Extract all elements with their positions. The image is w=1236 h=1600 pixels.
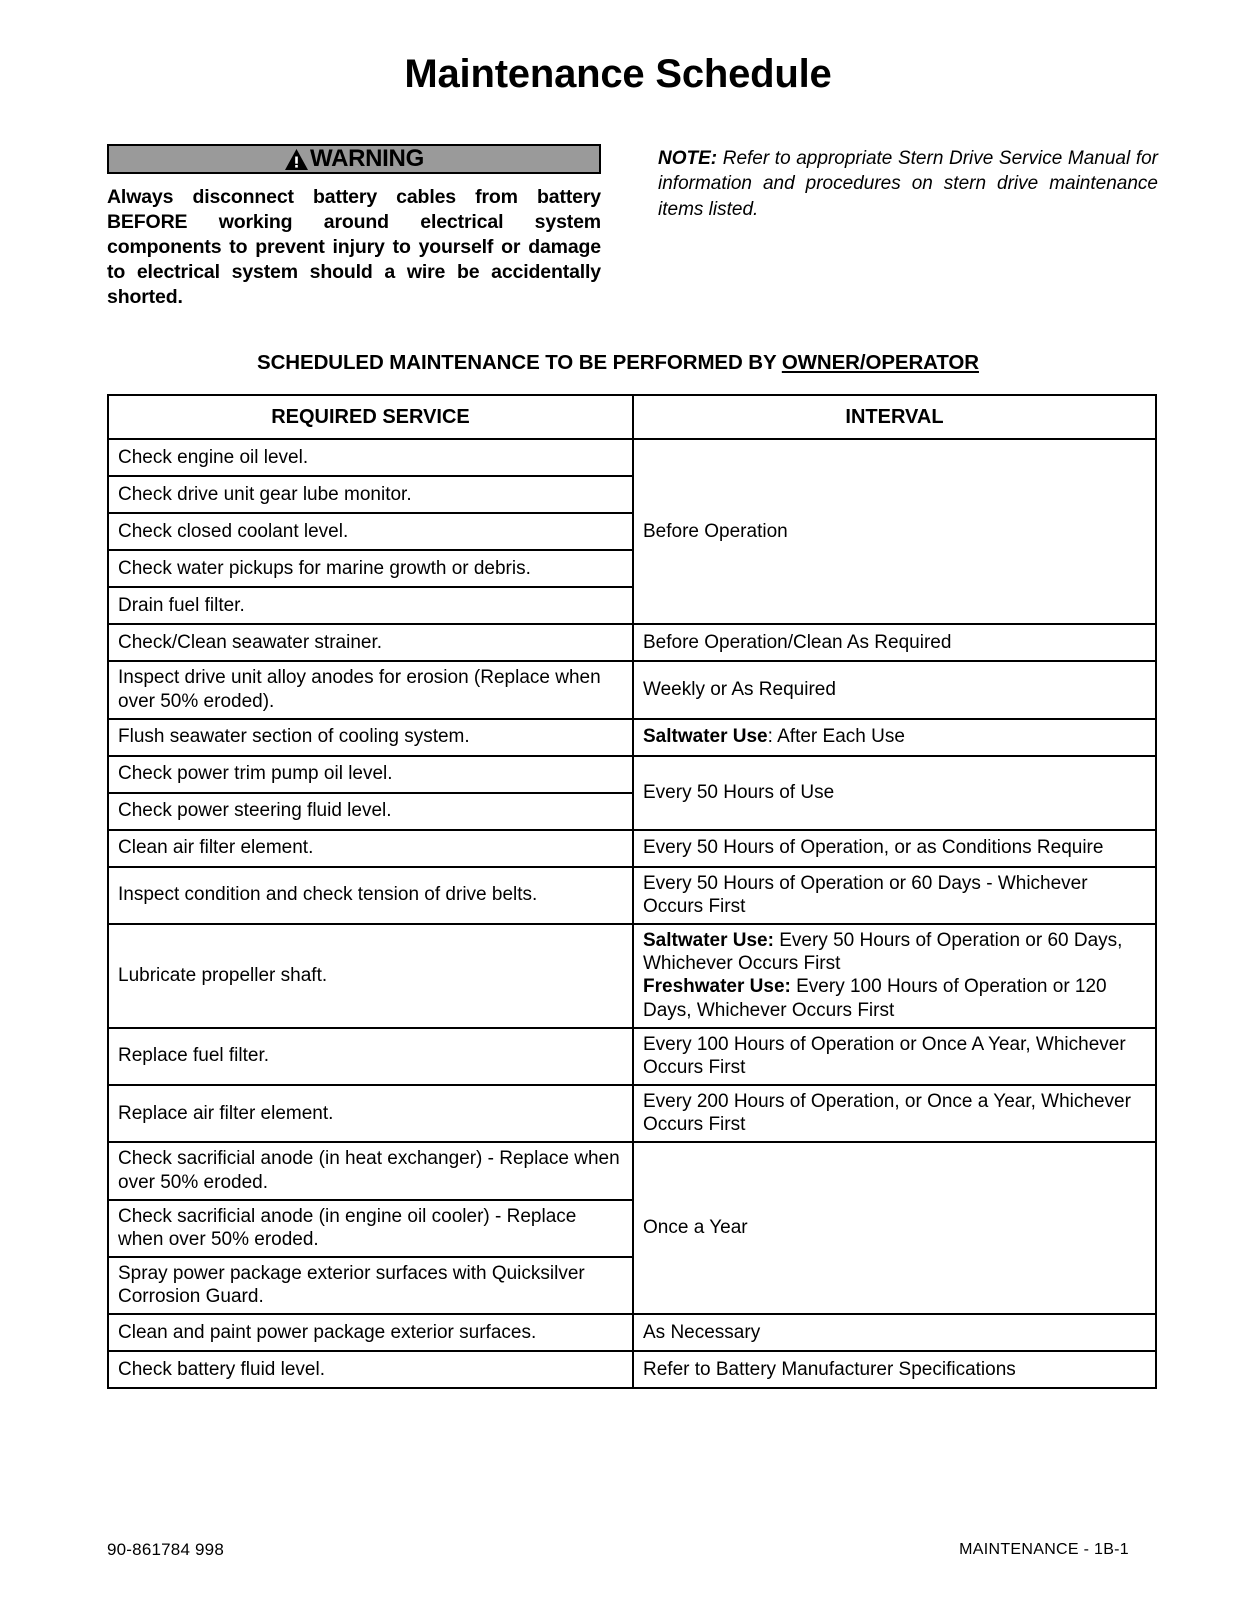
section-heading: [0, 351, 1236, 375]
service-cell: Check power trim pump oil level.: [108, 756, 633, 793]
service-cell: Clean and paint power package exterior surfaces.: [108, 1314, 633, 1351]
service-cell: Replace air filter element.: [108, 1085, 633, 1142]
table-row: [108, 1351, 1156, 1388]
table-row: [108, 756, 1156, 793]
interval-cell: Before Operation: [633, 439, 1156, 624]
table-row: [108, 1314, 1156, 1351]
warning-header-bar: [107, 144, 601, 174]
service-cell: Spray power package exterior surfaces with Quicksilver Corrosion Guard.: [108, 1257, 633, 1314]
note-body-text: Refer to appropriate Stern Drive Service Manual for information and procedures on stern drive maintenance items listed.: [658, 148, 1158, 220]
service-cell: Check closed coolant level.: [108, 513, 633, 550]
table-row: [108, 830, 1156, 867]
warning-block: [107, 144, 601, 310]
table-row: [108, 867, 1156, 924]
table-row: [108, 439, 1156, 476]
warning-triangle-icon: [284, 148, 309, 171]
table-row: [108, 661, 1156, 718]
service-cell: Check water pickups for marine growth or debris.: [108, 550, 633, 587]
maintenance-schedule-table: [107, 394, 1157, 1389]
table-body: [108, 439, 1156, 1388]
page-title: Maintenance Schedule: [404, 52, 832, 96]
interval-cell: Once a Year: [633, 1142, 1156, 1314]
service-cell: Inspect drive unit alloy anodes for erosion (Replace when over 50% eroded).: [108, 661, 633, 718]
footer-part-number: 90-861784 998: [107, 1540, 224, 1559]
interval-cell: Saltwater Use: Every 50 Hours of Operation or 60 Days, Whichever Occurs First Freshwater Use: Every 100 Hours of Operation or 120 Days, Whichever Occurs First: [633, 924, 1156, 1028]
interval-cell: Before Operation/Clean As Required: [633, 624, 1156, 661]
interval-cell: Every 100 Hours of Operation or Once A Year, Whichever Occurs First: [633, 1028, 1156, 1085]
service-cell: Clean air filter element.: [108, 830, 633, 867]
service-cell: Check/Clean seawater strainer.: [108, 624, 633, 661]
service-cell: Check sacrificial anode (in heat exchanger) - Replace when over 50% eroded.: [108, 1142, 633, 1199]
service-cell: Lubricate propeller shaft.: [108, 924, 633, 1028]
footer-page-reference: MAINTENANCE - 1B-1: [959, 1541, 1129, 1558]
warning-body-text: Always disconnect battery cables from battery BEFORE working around electrical system components to prevent injury to yourself or damage to electrical system should a wire be accidentally shorted.: [107, 186, 601, 309]
service-cell: Drain fuel filter.: [108, 587, 633, 624]
service-cell: Check power steering fluid level.: [108, 793, 633, 830]
warning-label: WARNING: [310, 145, 424, 172]
table-row: [108, 719, 1156, 756]
table-row: [108, 624, 1156, 661]
interval-cell: Weekly or As Required: [633, 661, 1156, 718]
service-cell: Check drive unit gear lube monitor.: [108, 476, 633, 513]
service-cell: Check engine oil level.: [108, 439, 633, 476]
interval-cell: Every 50 Hours of Use: [633, 756, 1156, 830]
interval-cell: Refer to Battery Manufacturer Specifications: [633, 1351, 1156, 1388]
service-cell: Inspect condition and check tension of drive belts.: [108, 867, 633, 924]
service-cell: Check sacrificial anode (in engine oil cooler) - Replace when over 50% eroded.: [108, 1200, 633, 1257]
table-header-row: [108, 395, 1156, 439]
column-header-interval: INTERVAL: [633, 395, 1156, 439]
section-heading-owner-operator: OWNER/OPERATOR: [781, 351, 979, 374]
section-heading-prefix: SCHEDULED MAINTENANCE TO BE PERFORMED BY: [257, 351, 782, 374]
service-cell: Check battery fluid level.: [108, 1351, 633, 1388]
interval-cell: Every 50 Hours of Operation or 60 Days - Whichever Occurs First: [633, 867, 1156, 924]
table-row: [108, 1142, 1156, 1199]
table-row: [108, 1028, 1156, 1085]
interval-cell: Every 50 Hours of Operation, or as Conditions Require: [633, 830, 1156, 867]
service-cell: Replace fuel filter.: [108, 1028, 633, 1085]
table-row: [108, 1085, 1156, 1142]
note-label: NOTE:: [658, 148, 718, 169]
table-row: [108, 924, 1156, 1028]
note-block: [658, 146, 1158, 222]
interval-cell: Saltwater Use: After Each Use: [633, 719, 1156, 756]
interval-cell: As Necessary: [633, 1314, 1156, 1351]
column-header-required-service: REQUIRED SERVICE: [108, 395, 633, 439]
service-cell: Flush seawater section of cooling system.: [108, 719, 633, 756]
interval-cell: Every 200 Hours of Operation, or Once a Year, Whichever Occurs First: [633, 1085, 1156, 1142]
